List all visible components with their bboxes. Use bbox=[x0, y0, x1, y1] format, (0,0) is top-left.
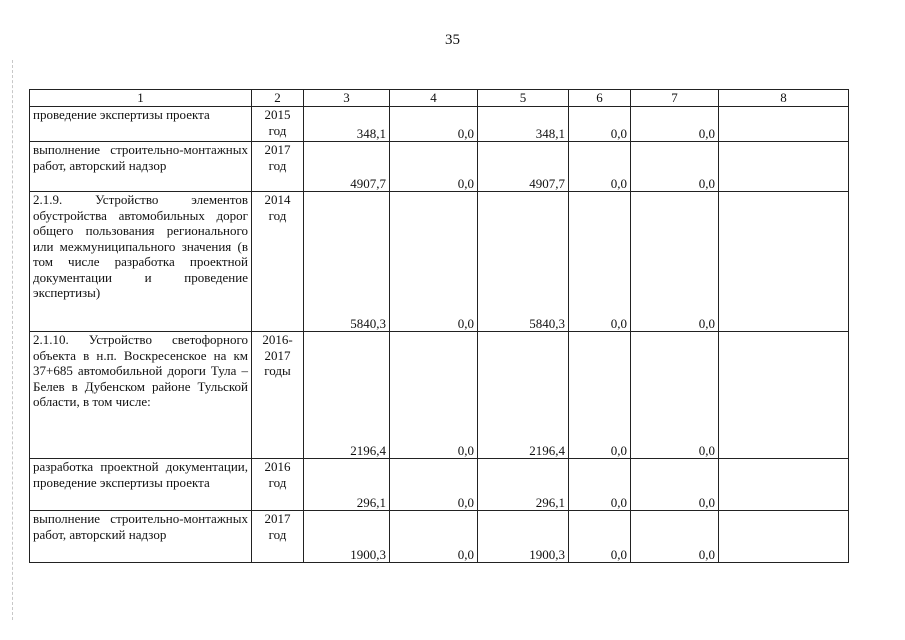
header-cell: 8 bbox=[719, 90, 849, 107]
table-row bbox=[30, 142, 849, 192]
row-description: 2.1.10. Устройство светофорного объекта в н.п. Воскресенское на км 37+685 автомобильной дороги Тула – Белев в Дубенском районе Тульской области, в том числе: bbox=[30, 332, 252, 459]
row-value-col8 bbox=[719, 332, 849, 459]
row-value-col5: 2196,4 bbox=[478, 332, 569, 459]
row-value-col8 bbox=[719, 459, 849, 511]
page-number: 35 bbox=[445, 32, 460, 48]
row-value-col6: 0,0 bbox=[569, 107, 631, 142]
row-year: 2016-2017 годы bbox=[252, 332, 304, 459]
table-row bbox=[30, 332, 849, 459]
table-row bbox=[30, 192, 849, 332]
header-cell: 5 bbox=[478, 90, 569, 107]
row-value-col7: 0,0 bbox=[631, 332, 719, 459]
margin-guide-line bbox=[12, 60, 13, 620]
row-value-col8 bbox=[719, 192, 849, 332]
row-value-col4: 0,0 bbox=[390, 459, 478, 511]
row-description: проведение экспертизы проекта bbox=[30, 107, 252, 142]
row-year: 2014 год bbox=[252, 192, 304, 332]
row-value-col7: 0,0 bbox=[631, 192, 719, 332]
row-value-col8 bbox=[719, 142, 849, 192]
row-value-col6: 0,0 bbox=[569, 332, 631, 459]
row-description: выполнение строительно-монтажных работ, авторский надзор bbox=[30, 511, 252, 563]
table-header-row bbox=[30, 90, 849, 107]
row-value-col4: 0,0 bbox=[390, 142, 478, 192]
header-cell: 2 bbox=[252, 90, 304, 107]
row-value-col3: 296,1 bbox=[304, 459, 390, 511]
row-value-col5: 296,1 bbox=[478, 459, 569, 511]
row-value-col6: 0,0 bbox=[569, 142, 631, 192]
row-value-col7: 0,0 bbox=[631, 107, 719, 142]
row-value-col7: 0,0 bbox=[631, 459, 719, 511]
header-cell: 1 bbox=[30, 90, 252, 107]
row-value-col4: 0,0 bbox=[390, 332, 478, 459]
row-description: разработка проектной документации, проведение экспертизы проекта bbox=[30, 459, 252, 511]
header-cell: 6 bbox=[569, 90, 631, 107]
row-value-col6: 0,0 bbox=[569, 511, 631, 563]
row-value-col3: 2196,4 bbox=[304, 332, 390, 459]
row-value-col3: 5840,3 bbox=[304, 192, 390, 332]
row-value-col6: 0,0 bbox=[569, 192, 631, 332]
table-row bbox=[30, 511, 849, 563]
row-value-col4: 0,0 bbox=[390, 511, 478, 563]
row-year: 2015 год bbox=[252, 107, 304, 142]
row-description: 2.1.9. Устройство элементов обустройства автомобильных дорог общего пользования регионального или межмуниципального значения (в том числе разработка проектной документации и проведение экспертизы) bbox=[30, 192, 252, 332]
row-value-col5: 5840,3 bbox=[478, 192, 569, 332]
row-value-col5: 4907,7 bbox=[478, 142, 569, 192]
row-value-col3: 348,1 bbox=[304, 107, 390, 142]
row-value-col4: 0,0 bbox=[390, 192, 478, 332]
row-value-col6: 0,0 bbox=[569, 459, 631, 511]
header-cell: 4 bbox=[390, 90, 478, 107]
row-value-col8 bbox=[719, 511, 849, 563]
row-year: 2017 год bbox=[252, 511, 304, 563]
row-value-col7: 0,0 bbox=[631, 511, 719, 563]
header-cell: 7 bbox=[631, 90, 719, 107]
row-value-col5: 348,1 bbox=[478, 107, 569, 142]
row-value-col5: 1900,3 bbox=[478, 511, 569, 563]
row-value-col4: 0,0 bbox=[390, 107, 478, 142]
table-row bbox=[30, 107, 849, 142]
row-value-col3: 1900,3 bbox=[304, 511, 390, 563]
row-value-col8 bbox=[719, 107, 849, 142]
row-value-col7: 0,0 bbox=[631, 142, 719, 192]
row-value-col3: 4907,7 bbox=[304, 142, 390, 192]
table-row bbox=[30, 459, 849, 511]
header-cell: 3 bbox=[304, 90, 390, 107]
budget-table bbox=[29, 89, 849, 563]
row-year: 2017 год bbox=[252, 142, 304, 192]
row-description: выполнение строительно-монтажных работ, авторский надзор bbox=[30, 142, 252, 192]
row-year: 2016 год bbox=[252, 459, 304, 511]
